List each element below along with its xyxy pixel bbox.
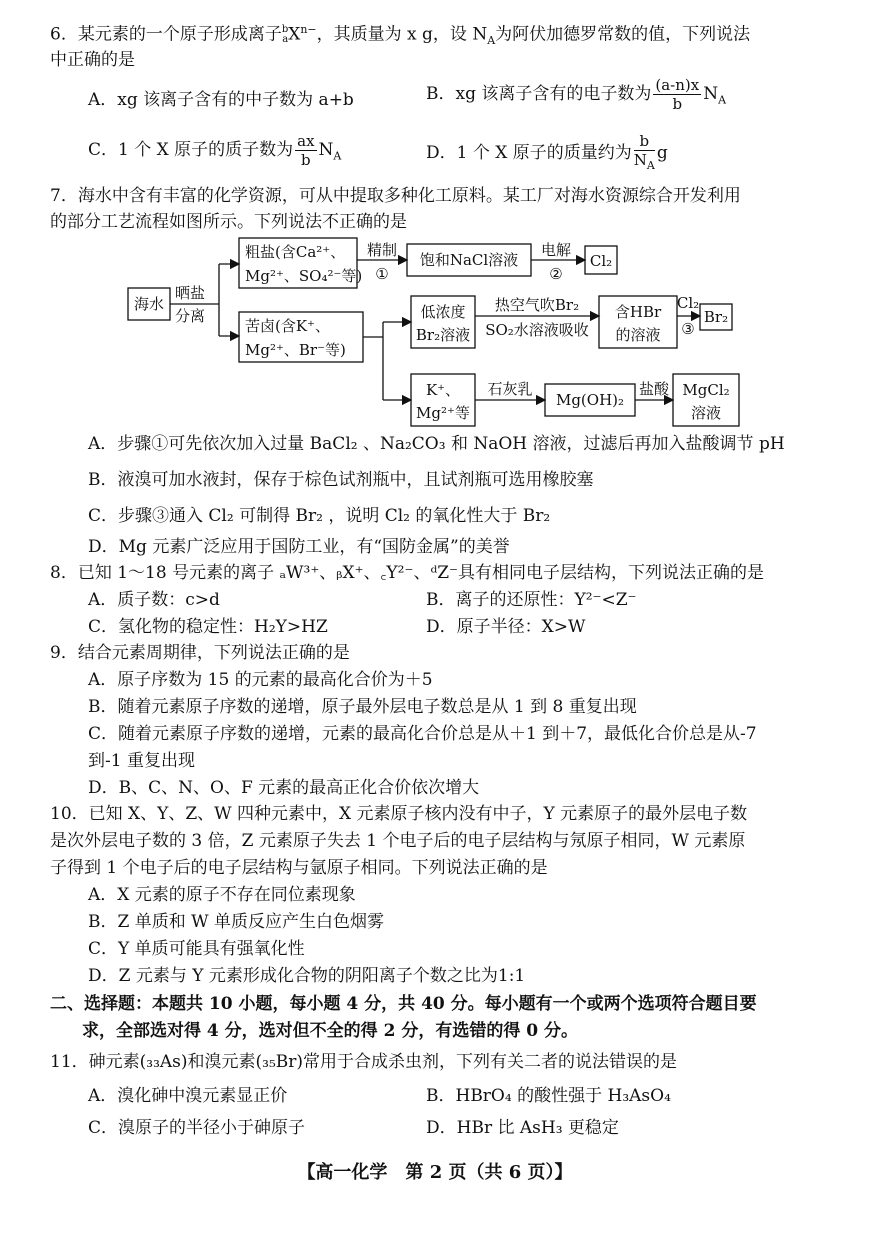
- label-electrolysis: 电解: [540, 241, 572, 259]
- label-seawater: 海水: [133, 295, 165, 313]
- q9-option-d: D．B、C、N、O、F 元素的最高正化合价依次增大: [88, 778, 480, 798]
- label-step2: ②: [549, 265, 563, 283]
- label-br2: Br₂: [703, 308, 729, 326]
- q6-option-c: C．1 个 X 原子的质子数为 $\frac{ax}{b}$ $N_A$: [88, 132, 342, 169]
- label-k-mg-2: Mg²⁺等: [416, 404, 470, 422]
- q10-option-d: D．Z 元素与 Y 元素形成化合物的阴阳离子个数之比为1:1: [88, 966, 526, 986]
- label-so2: SO₂水溶液吸收: [485, 321, 589, 339]
- label-hcl: 盐酸: [638, 380, 670, 398]
- q10-stem-line1: 10．已知 X、Y、Z、W 四种元素中，X 元素原子核内没有中子，Y 元素原子的最外层电子数: [50, 804, 748, 824]
- q8-option-b: B．离子的还原性：Y²⁻<Z⁻: [426, 590, 637, 610]
- q6-stem-line2: 中正确的是: [50, 50, 135, 70]
- q11-option-b: B．HBrO₄ 的酸性强于 H₃AsO₄: [426, 1086, 671, 1106]
- label-drying: 晒盐: [175, 284, 206, 302]
- q6-option-d: D．1 个 X 原子的质量约为 $\frac{b}{N_A}$ g: [426, 132, 668, 175]
- q10-option-b: B．Z 单质和 W 单质反应产生白色烟雾: [88, 912, 384, 932]
- q7-option-c: C．步骤③通入 Cl₂ 可制得 Br₂ ，说明 Cl₂ 的氧化性大于 Br₂: [88, 506, 551, 526]
- q6-option-b: B．xg 该离子含有的电子数为 $\frac{(a-n)x}{b}$ $N_A$: [426, 76, 727, 113]
- label-lime: 石灰乳: [487, 380, 533, 398]
- q11-stem: 11．砷元素(₃₃As)和溴元素(₃₅Br)常用于合成杀虫剂，下列有关二者的说法错误的是: [50, 1052, 678, 1072]
- page-footer: 【高一化学 第 2 页（共 6 页）】: [297, 1162, 573, 1183]
- q7-stem-line2: 的部分工艺流程如图所示。下列说法不正确的是: [50, 212, 407, 232]
- q8-option-a: A．质子数：c>d: [88, 590, 220, 610]
- label-step1: ①: [375, 265, 389, 283]
- label-hot-air: 热空气吹Br₂: [494, 296, 580, 314]
- q10-stem-line2: 是次外层电子数的 3 倍，Z 元素原子失去 1 个电子后的电子层结构与氖原子相同，W 元素原: [50, 831, 746, 851]
- label-brine-1: 苦卤(含K⁺、: [245, 317, 330, 335]
- label-mgoh2: Mg(OH)₂: [555, 391, 625, 409]
- process-flow-diagram: [125, 236, 755, 432]
- section-2-heading-line2: 求，全部选对得 4 分，选对但不全的得 2 分，有选错的得 0 分。: [82, 1021, 578, 1041]
- label-cl2-b: Cl₂: [676, 294, 700, 312]
- label-crude-2: Mg²⁺、SO₄²⁻等): [245, 267, 363, 285]
- label-low-br2-2: Br₂溶液: [415, 326, 471, 344]
- label-k-mg-1: K⁺、: [425, 381, 461, 399]
- label-nacl: 饱和NaCl溶液: [419, 251, 519, 269]
- fraction: $\frac{ax}{b}$: [297, 132, 315, 169]
- q10-option-c: C．Y 单质可能具有强氧化性: [88, 939, 305, 959]
- q6-option-a: A．xg 该离子含有的中子数为 a+b: [88, 90, 354, 110]
- q9-option-c-line2: 到-1 重复出现: [88, 751, 195, 771]
- label-low-br2-1: 低浓度: [420, 303, 466, 321]
- label-cl2: Cl₂: [589, 252, 613, 270]
- section-2-heading-line1: 二、选择题：本题共 10 小题，每小题 4 分，共 40 分。每小题有一个或两个选项符合题目要: [50, 994, 757, 1014]
- q7-option-a: A．步骤①可先依次加入过量 BaCl₂ 、Na₂CO₃ 和 NaOH 溶液，过滤后再加入盐酸调节 pH: [88, 434, 785, 454]
- label-refine: 精制: [366, 241, 398, 259]
- q10-option-a: A．X 元素的原子不存在同位素现象: [88, 885, 356, 905]
- q9-option-b: B．随着元素原子序数的递增，原子最外层电子数总是从 1 到 8 重复出现: [88, 697, 637, 717]
- q7-option-d: D．Mg 元素广泛应用于国防工业，有“国防金属”的美誉: [88, 537, 510, 557]
- label-step3: ③: [681, 320, 695, 338]
- q11-option-c: C．溴原子的半径小于砷原子: [88, 1118, 306, 1138]
- q8-option-c: C．氢化物的稳定性：H₂Y>HZ: [88, 617, 328, 637]
- label-brine-2: Mg²⁺、Br⁻等): [245, 341, 346, 359]
- q6-stem-line1: 6．某元素的一个原子形成离子 b a $X^{n-}$，其质量为 x g，设 $N_A$为阿伏加德罗常数的值，下列说法: [50, 23, 751, 48]
- q7-stem-line1: 7．海水中含有丰富的化学资源，可从中提取多种化工原料。某工厂对海水资源综合开发利用: [50, 186, 741, 206]
- fraction: $\frac{(a-n)x}{b}$: [655, 76, 700, 113]
- q9-option-c-line1: C．随着元素原子序数的递增，元素的最高化合价总是从＋1 到＋7，最低化合价总是从-7: [88, 724, 757, 744]
- fraction: $\frac{b}{N_A}$: [633, 132, 655, 172]
- q9-stem: 9．结合元素周期律，下列说法正确的是: [50, 643, 350, 663]
- label-mgcl2-2: 溶液: [690, 404, 722, 422]
- q8-stem: 8．已知 1～18 号元素的离子 ₐW³⁺、ᵦX⁺、꜀Y²⁻、ᵈZ⁻具有相同电子层结构，下列说法正确的是: [50, 563, 765, 583]
- label-separate: 分离: [175, 307, 206, 325]
- q10-stem-line3: 子得到 1 个电子后的电子层结构与氩原子相同。下列说法正确的是: [50, 858, 548, 878]
- q11-option-d: D．HBr 比 AsH₃ 更稳定: [426, 1118, 619, 1138]
- label-crude-1: 粗盐(含Ca²⁺、: [245, 243, 346, 261]
- label-hbr-2: 的溶液: [615, 326, 661, 344]
- q7-option-b: B．液溴可加水液封，保存于棕色试剂瓶中，且试剂瓶可选用橡胶塞: [88, 470, 594, 490]
- q11-option-a: A．溴化砷中溴元素显正价: [88, 1086, 288, 1106]
- q8-option-d: D．原子半径：X>W: [426, 617, 586, 637]
- q9-option-a: A．原子序数为 15 的元素的最高化合价为＋5: [88, 670, 433, 690]
- label-hbr-1: 含HBr: [614, 303, 662, 321]
- label-mgcl2-1: MgCl₂: [682, 381, 730, 399]
